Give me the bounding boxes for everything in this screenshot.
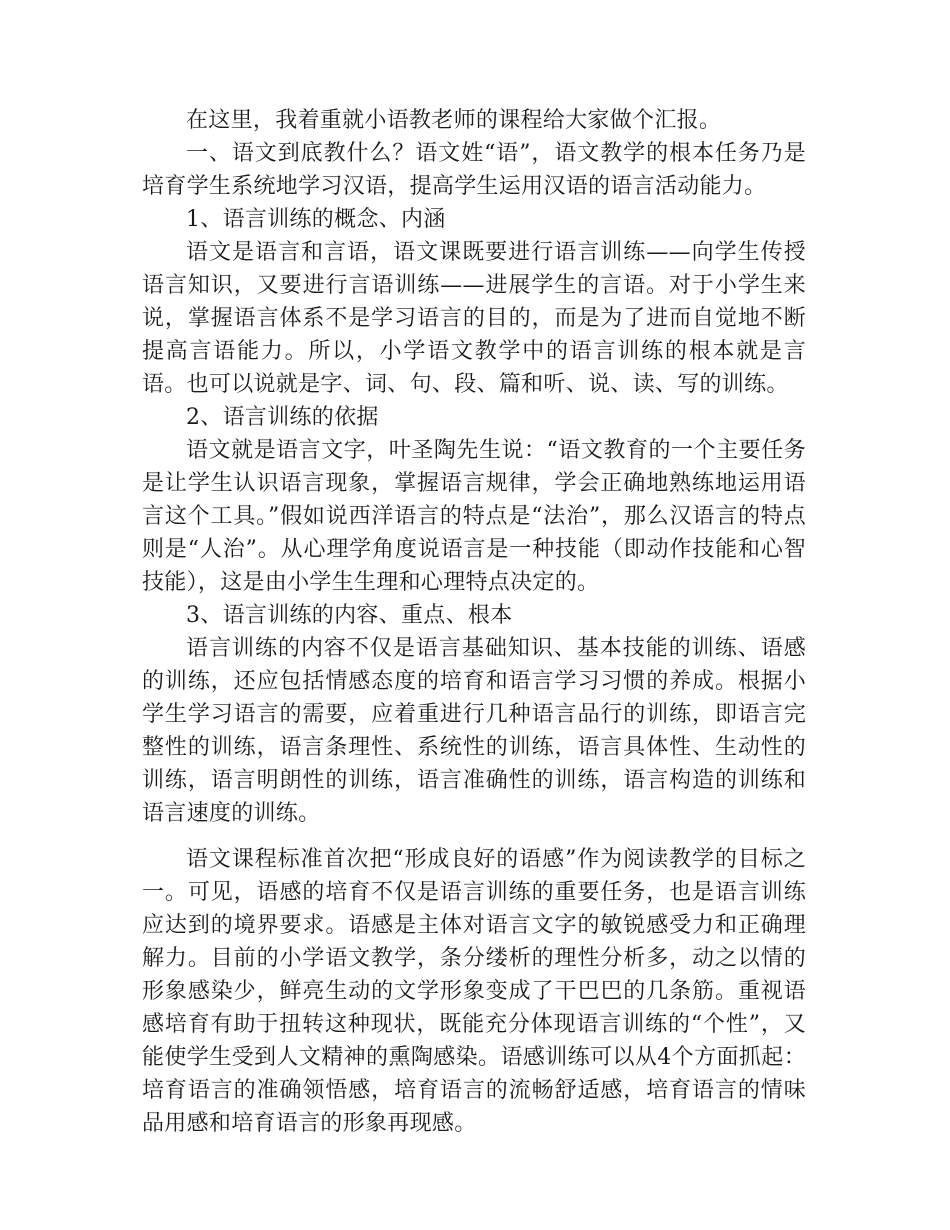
heading-basis: 2、语言训练的依据 <box>186 405 379 430</box>
paragraph-language-sense: 语文课程标准首次把“形成良好的语感”作为阅读教学的目标之一。可见，语感的培育不仅是语言训练的重要任务，也是语言训练应达到的境界要求。语感是主体对语言文字的敏锐感受力和正确理解力。目前的小学语文教学，条分缕析的理性分析多，动之以情的形象感染少，鲜亮生动的文学形象变成了干巴巴的几条筋。重视语感培育有助于扭转这种现状，既能充分体现语言训练的“个性”，又能使学生受到人文精神的熏陶感染。语感训练可以从4个方面抓起：培育语言的准确领悟感，培育语言的流畅舒适感，培育语言的情味品用感和培育语言的形象再现感。 <box>142 847 806 1136</box>
document-body <box>142 104 806 1140</box>
paragraph-concept: 语文是语言和言语，语文课既要进行语言训练——向学生传授语言知识，又要进行言语训练——进展学生的言语。对于小学生来说，掌握语言体系不是学习语言的目的，而是为了进而自觉地不断提高言语能力。所以，小学语文教学中的语言训练的根本就是言语。也可以说就是字、词、句、段、篇和听、说、读、写的训练。 <box>142 240 806 397</box>
paragraph-basis: 语文就是语言文字，叶圣陶先生说：“语文教育的一个主要任务是让学生认识语言现象，掌握语言规律，学会正确地熟练地运用语言这个工具。”假如说西洋语言的特点是“法治”，那么汉语言的特点则是“人治”。从心理学角度说语言是一种技能（即动作技能和心智技能），这是由小学生生理和心理特点决定的。 <box>142 438 806 595</box>
paragraph-intro: 在这里，我着重就小语教老师的课程给大家做个汇报。 <box>186 108 722 133</box>
paragraph-section-one: 一、语文到底教什么？语文姓“语”，语文教学的根本任务乃是培育学生系统地学习汉语，提高学生运用汉语的语言活动能力。 <box>142 141 806 199</box>
paragraph-content: 语言训练的内容不仅是语言基础知识、基本技能的训练、语感的训练，还应包括情感态度的培育和语言学习习惯的养成。根据小学生学习语言的需要，应着重进行几种语言品行的训练，即语言完整性的训练，语言条理性、系统性的训练，语言具体性、生动性的训练，语言明朗性的训练，语言准确性的训练，语言构造的训练和语言速度的训练。 <box>142 636 806 826</box>
heading-content: 3、语言训练的内容、重点、根本 <box>186 603 513 628</box>
heading-concept: 1、语言训练的概念、内涵 <box>186 207 446 232</box>
